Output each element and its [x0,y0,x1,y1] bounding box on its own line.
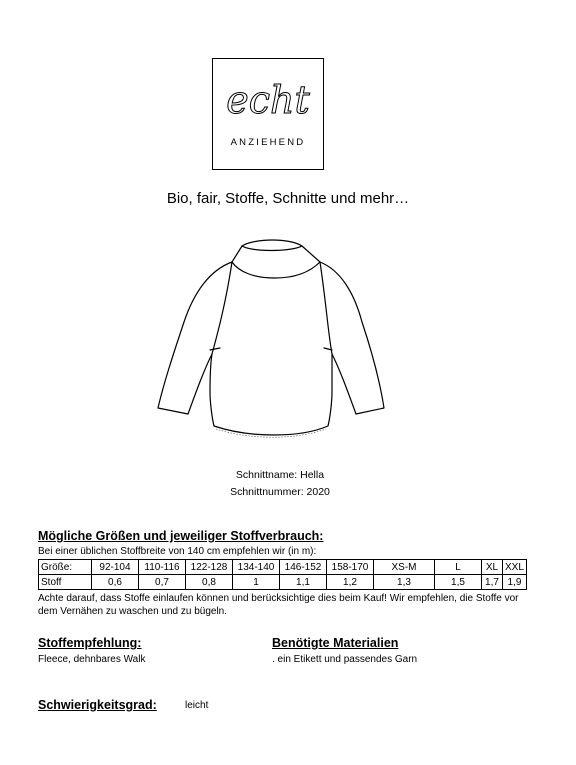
size-cell: XL [482,560,503,575]
logo-subtitle: ANZIEHEND [230,137,306,148]
fabric-cell: 1,7 [482,575,503,590]
sizes-intro: Bei einer üblichen Stoffbreite von 140 cm empfehlen wir (in m): [38,546,317,557]
size-cell: XXL [503,560,527,575]
fabric-cell: 0,6 [92,575,139,590]
materials-heading: Benötigte Materialien [272,636,399,650]
size-cell: 110-116 [139,560,186,575]
fabric-cell: 1,2 [327,575,374,590]
materials-text: . ein Etikett und passendes Garn [272,654,418,665]
table-row-fabric [39,575,527,590]
pattern-number: Schnittnummer: 2020 [230,486,330,498]
size-fabric-table [38,559,527,590]
fabric-cell: 1 [233,575,280,590]
fabric-cell: 1,9 [503,575,527,590]
size-cell: 134-140 [233,560,280,575]
fabric-cell: 1,1 [280,575,327,590]
fabric-cell: 0,8 [186,575,233,590]
size-cell: 92-104 [92,560,139,575]
recommendation-text: Fleece, dehnbares Walk [38,654,146,665]
size-cell: XS-M [374,560,435,575]
size-cell: 122-128 [186,560,233,575]
tagline: Bio, fair, Stoffe, Schnitte und mehr… [166,190,410,207]
fabric-note: Achte darauf, dass Stoffe einlaufen können und berücksichtige dies beim Kauf! Wir empfehlen, die Stoffe vor dem Vernähen zu waschen und zu bügeln. [38,593,519,617]
recommendation-heading: Stoffempfehlung: [38,636,142,650]
table-row-sizes [39,560,527,575]
difficulty-value: leicht [185,700,209,711]
fabric-cell: 1,3 [374,575,435,590]
brand-logo [212,58,324,170]
size-cell: L [435,560,482,575]
size-cell: 146-152 [280,560,327,575]
row-label-size: Größe: [39,560,92,575]
logo-script-mark [213,69,323,129]
fabric-cell: 1,5 [435,575,482,590]
row-label-fabric: Stoff [39,575,92,590]
garment-illustration [150,232,390,442]
fabric-cell: 0,7 [139,575,186,590]
logo-script-text: echt [226,78,310,122]
difficulty-heading: Schwierigkeitsgrad: [38,698,157,712]
size-cell: 158-170 [327,560,374,575]
sizes-heading: Mögliche Größen und jeweiliger Stoffverbrauch: [38,529,324,543]
pattern-name: Schnittname: Hella [235,469,325,481]
